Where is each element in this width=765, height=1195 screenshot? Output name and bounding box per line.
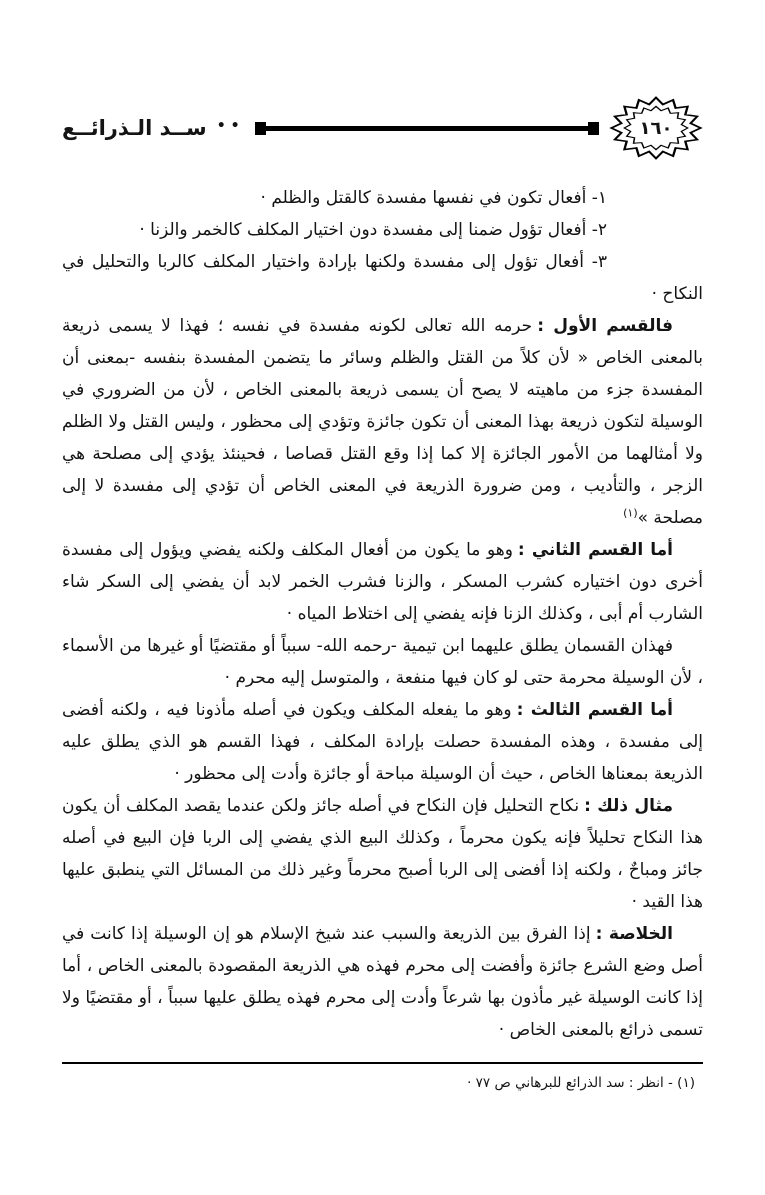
numbered-item-2: ٢- أفعال تؤول ضمنا إلى مفسدة دون اختيار المكلف كالخمر والزنا · — [139, 220, 607, 240]
page-content — [62, 182, 703, 1046]
paragraph-lead: الخلاصة : — [595, 924, 674, 944]
paragraph-lead: أما القسم الثاني : — [517, 540, 673, 560]
paragraph-text: إذا الفرق بين الذريعة والسبب عند شيخ الإسلام هو إن الوسيلة إذا كانت في أصل وضع الشرع جائزة وأفضت إلى محرم فهذه هي الذريعة المقصودة بالمعنى الخاص ، أما إذا كانت الوسيلة غير مأذون بها شرعاً وأدت إلى محرم فهذه يطلق عليها سبباً ، أو مقتضيًا ولا تسمى ذرائع بالمعنى الخاص · — [62, 924, 703, 1040]
paragraph-text: فهذان القسمان يطلق عليهما ابن تيمية -رحمه الله- سبباً أو مقتضيًا أو غيرها من الأسماء ، لأن الوسيلة محرمة حتى لو كان فيها منفعة ، والمتوسل إليه محرم · — [62, 636, 703, 688]
paragraph-summary — [62, 918, 703, 1046]
paragraph-text: وهو ما يكون من أفعال المكلف ولكنه يفضي ويؤول إلى مفسدة أخرى دون اختياره كشرب المسكر ، والزنا فشرب الخمر لابد أن يفضي إلى السكر شاء الشارب أم أبى ، وكذلك الزنا فإنه يفضي إلى اختلاط المياه · — [62, 540, 703, 624]
paragraph-text: نكاح التحليل فإن النكاح في أصله جائز ولكن عندما يقصد المكلف أن يكون هذا النكاح تحليلاً فإنه يكون محرماً ، وكذلك البيع الذي يفضي إلى الربا فإن البيع في أصله جائز ومباحٌ ، ولكنه إذا أفضى إلى الربا أصبح محرماً وغير ذلك من المسائل التي ينطبق عليها هذا القيد · — [62, 796, 703, 912]
header-rule — [255, 126, 599, 131]
paragraph-lead: أما القسم الثالث : — [516, 700, 673, 720]
numbered-item-1: ١- أفعال تكون في نفسها مفسدة كالقتل والظلم · — [260, 188, 607, 208]
paragraph-third-kind — [62, 694, 703, 790]
paragraph-both-kinds — [62, 630, 703, 694]
paragraph-text: وهو ما يفعله المكلف ويكون في أصله مأذونا فيه ، ولكنه أفضى إلى مفسدة ، وهذه المفسدة حصلت بإرادة المكلف ، فهذا القسم هو الذي يطلق عليه الذريعة بمعناها الخاص ، حيث أن الوسيلة مباحة أو جائزة وأدت إلى محظور · — [62, 700, 703, 784]
page-number-ornament — [609, 96, 703, 160]
paragraph-example — [62, 790, 703, 918]
paragraph-lead: مثال ذلك : — [584, 796, 673, 816]
page-number: ١٦٠ — [639, 117, 673, 139]
footnote-section — [62, 1062, 703, 1094]
paragraph-first-kind — [62, 310, 703, 534]
book-title: ســد الـذرائــع — [62, 116, 207, 140]
paragraph-text: حرمه الله تعالى لكونه مفسدة في نفسه ؛ فهذا لا يسمى ذريعة بالمعنى الخاص « لأن كلاً من القتل والظلم وسائر ما يتضمن المفسدة بنفسه -بمعنى أن المفسدة جزء من ماهيته لا يصح أن يسمى ذريعة بالمعنى الخاص ، لأن من الضروري في الوسيلة لتكون ذريعة بهذا المعنى أن تكون جائزة وتؤدي إلى محظور ، وليس القتل ولا الظلم ولا أمثالهما من الأمور الجائزة إلا كما إذا وقع القتل قصاصا ، فحينئذ يؤدي إلى مصلحة هي الزجر ، والتأديب ، ومن ضرورة الذريعة في المعنى الخاص أن تؤدي إلى مفسدة لا إلى مصلحة » — [62, 316, 703, 528]
numbered-item-3: ٣- أفعال تؤول إلى مفسدة ولكنها بإرادة واختيار المكلف كالربا والتحليل في النكاح · — [62, 252, 703, 304]
page-header — [62, 0, 703, 160]
paragraph-lead: فالقسم الأول : — [537, 316, 674, 336]
paragraph-second-kind — [62, 534, 703, 630]
header-dots: •• — [216, 118, 245, 134]
footnote-ref-marker: (١) — [623, 506, 638, 520]
footnote-separator — [62, 1062, 703, 1064]
footnote-text: (١) - انظر : سد الذرائع للبرهاني ص ٧٧ · — [467, 1075, 695, 1091]
